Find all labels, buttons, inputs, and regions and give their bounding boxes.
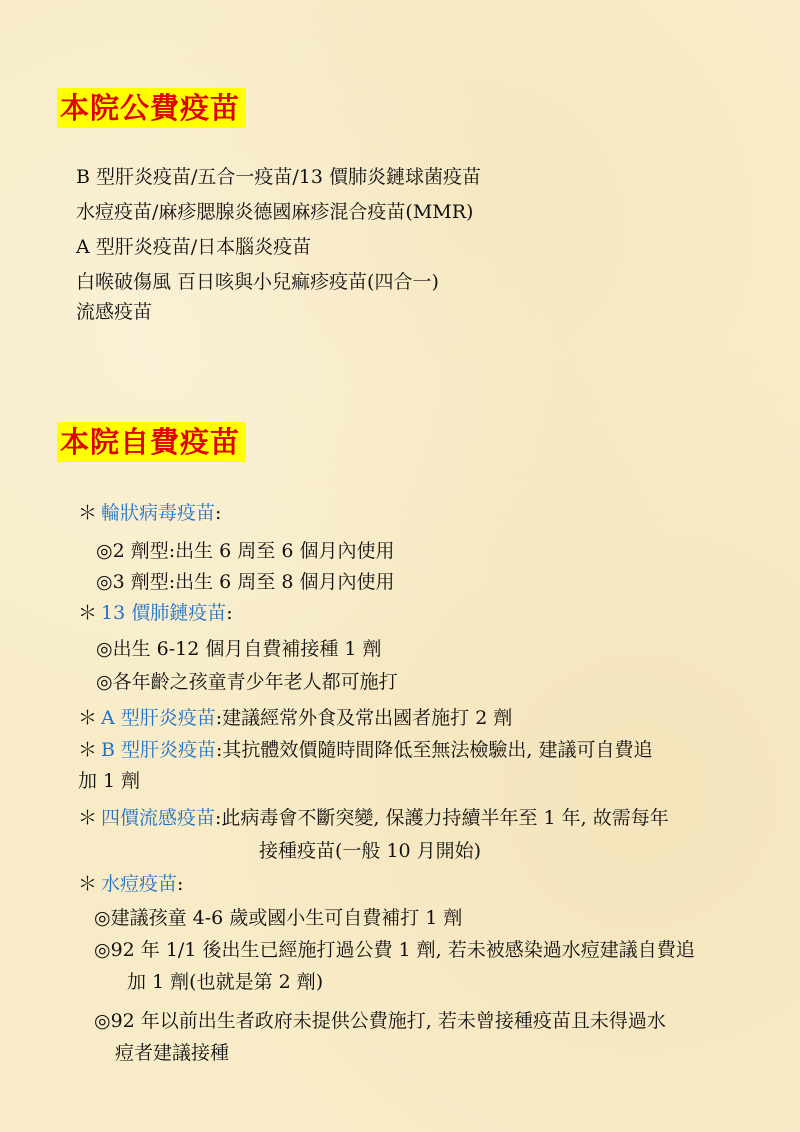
star-bullet: ＊: [78, 873, 98, 895]
flu-row: [78, 805, 669, 831]
rotavirus-note-2: ◎3 劑型:出生 6 周至 8 個月內使用: [96, 571, 395, 593]
public-item-2: 水痘疫苗/麻疹腮腺炎德國麻疹混合疫苗(MMR): [76, 201, 474, 223]
varicella-note-3: ◎92 年以前出生者政府未提供公費施打, 若未曾接種疫苗且未得過水: [94, 1010, 666, 1032]
public-item-1: B 型肝炎疫苗/五合一疫苗/13 價肺炎鏈球菌疫苗: [76, 166, 482, 188]
varicella-note-1: ◎建議孩童 4-6 歲或國小生可自費補打 1 劑: [94, 907, 463, 929]
varicella-note-2: ◎92 年 1/1 後出生已經施打過公費 1 劑, 若未被感染過水痘建議自費追: [94, 939, 695, 961]
varicella-name: 水痘疫苗: [101, 873, 178, 895]
rotavirus-note-1: ◎2 劑型:出生 6 周至 6 個月內使用: [96, 540, 395, 562]
rotavirus-name: 輪狀病毒疫苗: [101, 502, 216, 524]
star-bullet: ＊: [78, 502, 98, 524]
rotavirus-colon: :: [215, 502, 222, 524]
varicella-colon: :: [177, 873, 184, 895]
public-item-3: A 型肝炎疫苗/日本腦炎疫苗: [76, 236, 312, 258]
star-bullet: ＊: [78, 707, 98, 729]
star-bullet: ＊: [78, 739, 98, 761]
flu-text: :此病毒會不斷突變, 保護力持續半年至 1 年, 故需每年: [215, 807, 669, 829]
hepb-text: :其抗體效價隨時間降低至無法檢驗出, 建議可自費追: [216, 739, 653, 761]
public-vaccines-heading: 本院公費疫苗: [57, 88, 246, 128]
hepa-name: A 型肝炎疫苗: [101, 707, 216, 729]
pcv13-note-2: ◎各年齡之孩童青少年老人都可施打: [96, 671, 398, 693]
star-bullet: ＊: [78, 807, 98, 829]
pcv13-name: 13 價肺鏈疫苗: [101, 602, 227, 624]
pcv13-colon: :: [226, 602, 233, 624]
pcv13-row: [78, 600, 233, 626]
varicella-note-2-continued: 加 1 劑(也就是第 2 劑): [127, 971, 324, 993]
hepa-text: :建議經常外食及常出國者施打 2 劑: [215, 707, 513, 729]
hepb-name: B 型肝炎疫苗: [101, 739, 217, 761]
flu-name: 四價流感疫苗: [101, 807, 216, 829]
star-bullet: ＊: [78, 602, 98, 624]
hepa-row: [78, 705, 512, 731]
varicella-row: [78, 871, 183, 897]
self-paid-vaccines-heading: 本院自費疫苗: [57, 422, 246, 462]
flu-text-continued: 接種疫苗(一般 10 月開始): [259, 840, 482, 862]
pcv13-note-1: ◎出生 6-12 個月自費補接種 1 劑: [96, 638, 382, 660]
public-item-4: 白喉破傷風 百日咳與小兒痲疹疫苗(四合一): [76, 271, 439, 293]
hepb-text-continued: 加 1 劑: [78, 770, 141, 792]
hepb-row: [78, 737, 653, 763]
rotavirus-row: [78, 500, 221, 526]
public-item-5: 流感疫苗: [76, 301, 153, 323]
varicella-note-3-continued: 痘者建議接種: [115, 1042, 230, 1064]
